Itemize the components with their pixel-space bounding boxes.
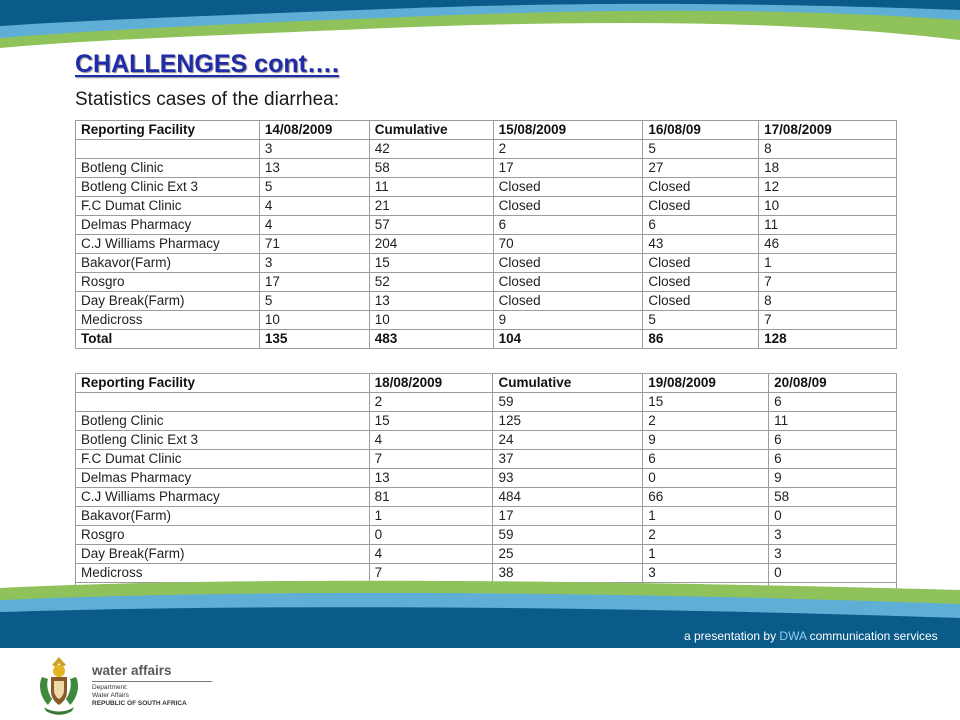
table-cell: 11 [369,178,493,197]
table-cell: Botleng Clinic [76,412,370,431]
table-row [76,273,897,292]
table-cell: 11 [769,412,897,431]
table-cell: Closed [643,254,759,273]
table-cell: 0 [643,469,769,488]
table-cell: 9 [769,469,897,488]
table-cell: 10 [259,311,369,330]
header-row [76,121,897,140]
dept-line-1: Department: [92,684,128,691]
table-cell: 25 [493,545,643,564]
table-cell: 128 [759,330,897,349]
table-cell: 7 [369,450,493,469]
presentation-credit [684,629,938,643]
table-cell: 6 [769,393,897,412]
table-cell: Day Break(Farm) [76,292,260,311]
table-cell: Closed [493,254,643,273]
table-cell: 9 [493,311,643,330]
column-header: 18/08/2009 [369,374,493,393]
table-cell: Closed [643,197,759,216]
column-header: 16/08/09 [643,121,759,140]
table-cell: 484 [493,488,643,507]
table-cell: 59 [493,526,643,545]
table-cell: 12 [759,178,897,197]
table-cell: F.C Dumat Clinic [76,450,370,469]
table-cell: Botleng Clinic [76,159,260,178]
table-cell: 42 [369,140,493,159]
table-cell: 483 [369,330,493,349]
table-cell: 3 [643,564,769,583]
table-cell: 57 [369,216,493,235]
table-cell: Botleng Clinic Ext 3 [76,178,260,197]
table-cell: 52 [369,273,493,292]
credit-suffix: communication services [806,629,938,643]
table-cell: Rosgro [76,273,260,292]
table-cell: 2 [643,412,769,431]
diarrhea-stats-table-1 [75,120,897,349]
table-cell: 6 [769,431,897,450]
table-cell: 1 [759,254,897,273]
table-row [76,412,897,431]
table-cell: 10 [369,311,493,330]
brand-divider [92,681,212,682]
column-header: 15/08/2009 [493,121,643,140]
table-cell: 6 [643,450,769,469]
table-cell: 2 [493,140,643,159]
table-cell: Total [76,330,260,349]
column-header: 19/08/2009 [643,374,769,393]
slide-title: CHALLENGES cont…. [75,50,339,78]
column-header: Cumulative [493,374,643,393]
table-row [76,140,897,159]
table-cell: Day Break(Farm) [76,545,370,564]
table-cell: Rosgro [76,526,370,545]
table-cell: Closed [493,178,643,197]
dept-line-3: REPUBLIC OF SOUTH AFRICA [92,700,187,707]
table-row [76,235,897,254]
column-header: 14/08/2009 [259,121,369,140]
brand-name: water affairs [92,663,172,678]
table-cell: 8 [759,140,897,159]
total-row [76,330,897,349]
table-cell: 15 [643,393,769,412]
table-cell: 1 [643,507,769,526]
credit-prefix: a presentation by [684,629,780,643]
table-row [76,507,897,526]
credit-accent: DWA [779,629,807,643]
table-cell: Closed [493,273,643,292]
table-cell: 0 [369,526,493,545]
diarrhea-stats-table-2 [75,373,897,602]
table-cell: 21 [369,197,493,216]
table-cell: 81 [369,488,493,507]
table-cell: 204 [369,235,493,254]
coat-of-arms-icon [34,655,84,717]
table-cell: 3 [769,545,897,564]
table-row [76,311,897,330]
table-cell: 3 [259,140,369,159]
table-cell: 58 [769,488,897,507]
table-cell: Closed [643,273,759,292]
table-cell: 10 [759,197,897,216]
table-cell: 9 [643,431,769,450]
table-row [76,393,897,412]
table-cell: 17 [259,273,369,292]
table-cell: Closed [493,292,643,311]
table-cell: 2 [369,393,493,412]
table-row [76,159,897,178]
table-cell: Closed [493,197,643,216]
table-row [76,526,897,545]
table-cell: 27 [643,159,759,178]
table-cell: Medicross [76,311,260,330]
table-cell: C.J Williams Pharmacy [76,235,260,254]
column-header: 17/08/2009 [759,121,897,140]
table-cell: 135 [259,330,369,349]
table-row [76,197,897,216]
table-cell: Botleng Clinic Ext 3 [76,431,370,450]
dept-line-2: Water Affairs [92,692,129,699]
table-cell: 7 [759,273,897,292]
table-cell: 24 [493,431,643,450]
table-cell: 13 [259,159,369,178]
table-cell: 1 [369,507,493,526]
table-cell: 5 [643,140,759,159]
table-row [76,216,897,235]
table-cell: 4 [259,216,369,235]
table-cell: 70 [493,235,643,254]
table-cell: 17 [493,159,643,178]
column-header: Reporting Facility [76,121,260,140]
table-row [76,431,897,450]
table-cell: Bakavor(Farm) [76,507,370,526]
table-cell: 86 [643,330,759,349]
table-cell: 104 [493,330,643,349]
table-cell: 125 [493,412,643,431]
table-cell [76,140,260,159]
header-row [76,374,897,393]
table-cell: 93 [493,469,643,488]
table-cell: 18 [759,159,897,178]
table-cell: 4 [259,197,369,216]
table-cell: 0 [769,507,897,526]
table-cell: 5 [259,178,369,197]
table-cell: 66 [643,488,769,507]
table-cell: 6 [493,216,643,235]
table-cell: F.C Dumat Clinic [76,197,260,216]
table-row [76,450,897,469]
table-cell: 15 [369,412,493,431]
table-cell: 17 [493,507,643,526]
column-header: Cumulative [369,121,493,140]
table-cell: 5 [643,311,759,330]
table-cell: 13 [369,292,493,311]
table-cell: 11 [759,216,897,235]
table-cell: 37 [493,450,643,469]
table-cell: 0 [769,564,897,583]
table-row [76,545,897,564]
table-cell: 5 [259,292,369,311]
table-cell: 7 [759,311,897,330]
table-cell: 3 [259,254,369,273]
table-cell: 59 [493,393,643,412]
table-cell: Delmas Pharmacy [76,216,260,235]
column-header: Reporting Facility [76,374,370,393]
table-cell: 2 [643,526,769,545]
column-header: 20/08/09 [769,374,897,393]
table-cell: 6 [643,216,759,235]
table-row [76,292,897,311]
table-cell: 13 [369,469,493,488]
table-row [76,469,897,488]
table-cell: 38 [493,564,643,583]
table-cell: 15 [369,254,493,273]
table-cell: Closed [643,292,759,311]
table-cell: 43 [643,235,759,254]
table-cell: C.J Williams Pharmacy [76,488,370,507]
table-cell: Bakavor(Farm) [76,254,260,273]
table-cell: 46 [759,235,897,254]
footer-area [0,648,960,720]
table-row [76,178,897,197]
table-cell: 8 [759,292,897,311]
table-cell: 7 [369,564,493,583]
table-cell: 4 [369,545,493,564]
table-cell: 1 [643,545,769,564]
table-cell [76,393,370,412]
table-cell: 58 [369,159,493,178]
table-cell: 3 [769,526,897,545]
table-row [76,488,897,507]
table-cell: 6 [769,450,897,469]
table-cell: Delmas Pharmacy [76,469,370,488]
table-row [76,254,897,273]
table-cell: 71 [259,235,369,254]
table-cell: Closed [643,178,759,197]
table-cell: 4 [369,431,493,450]
slide-subtitle: Statistics cases of the diarrhea: [75,89,340,110]
table-cell: Medicross [76,564,370,583]
